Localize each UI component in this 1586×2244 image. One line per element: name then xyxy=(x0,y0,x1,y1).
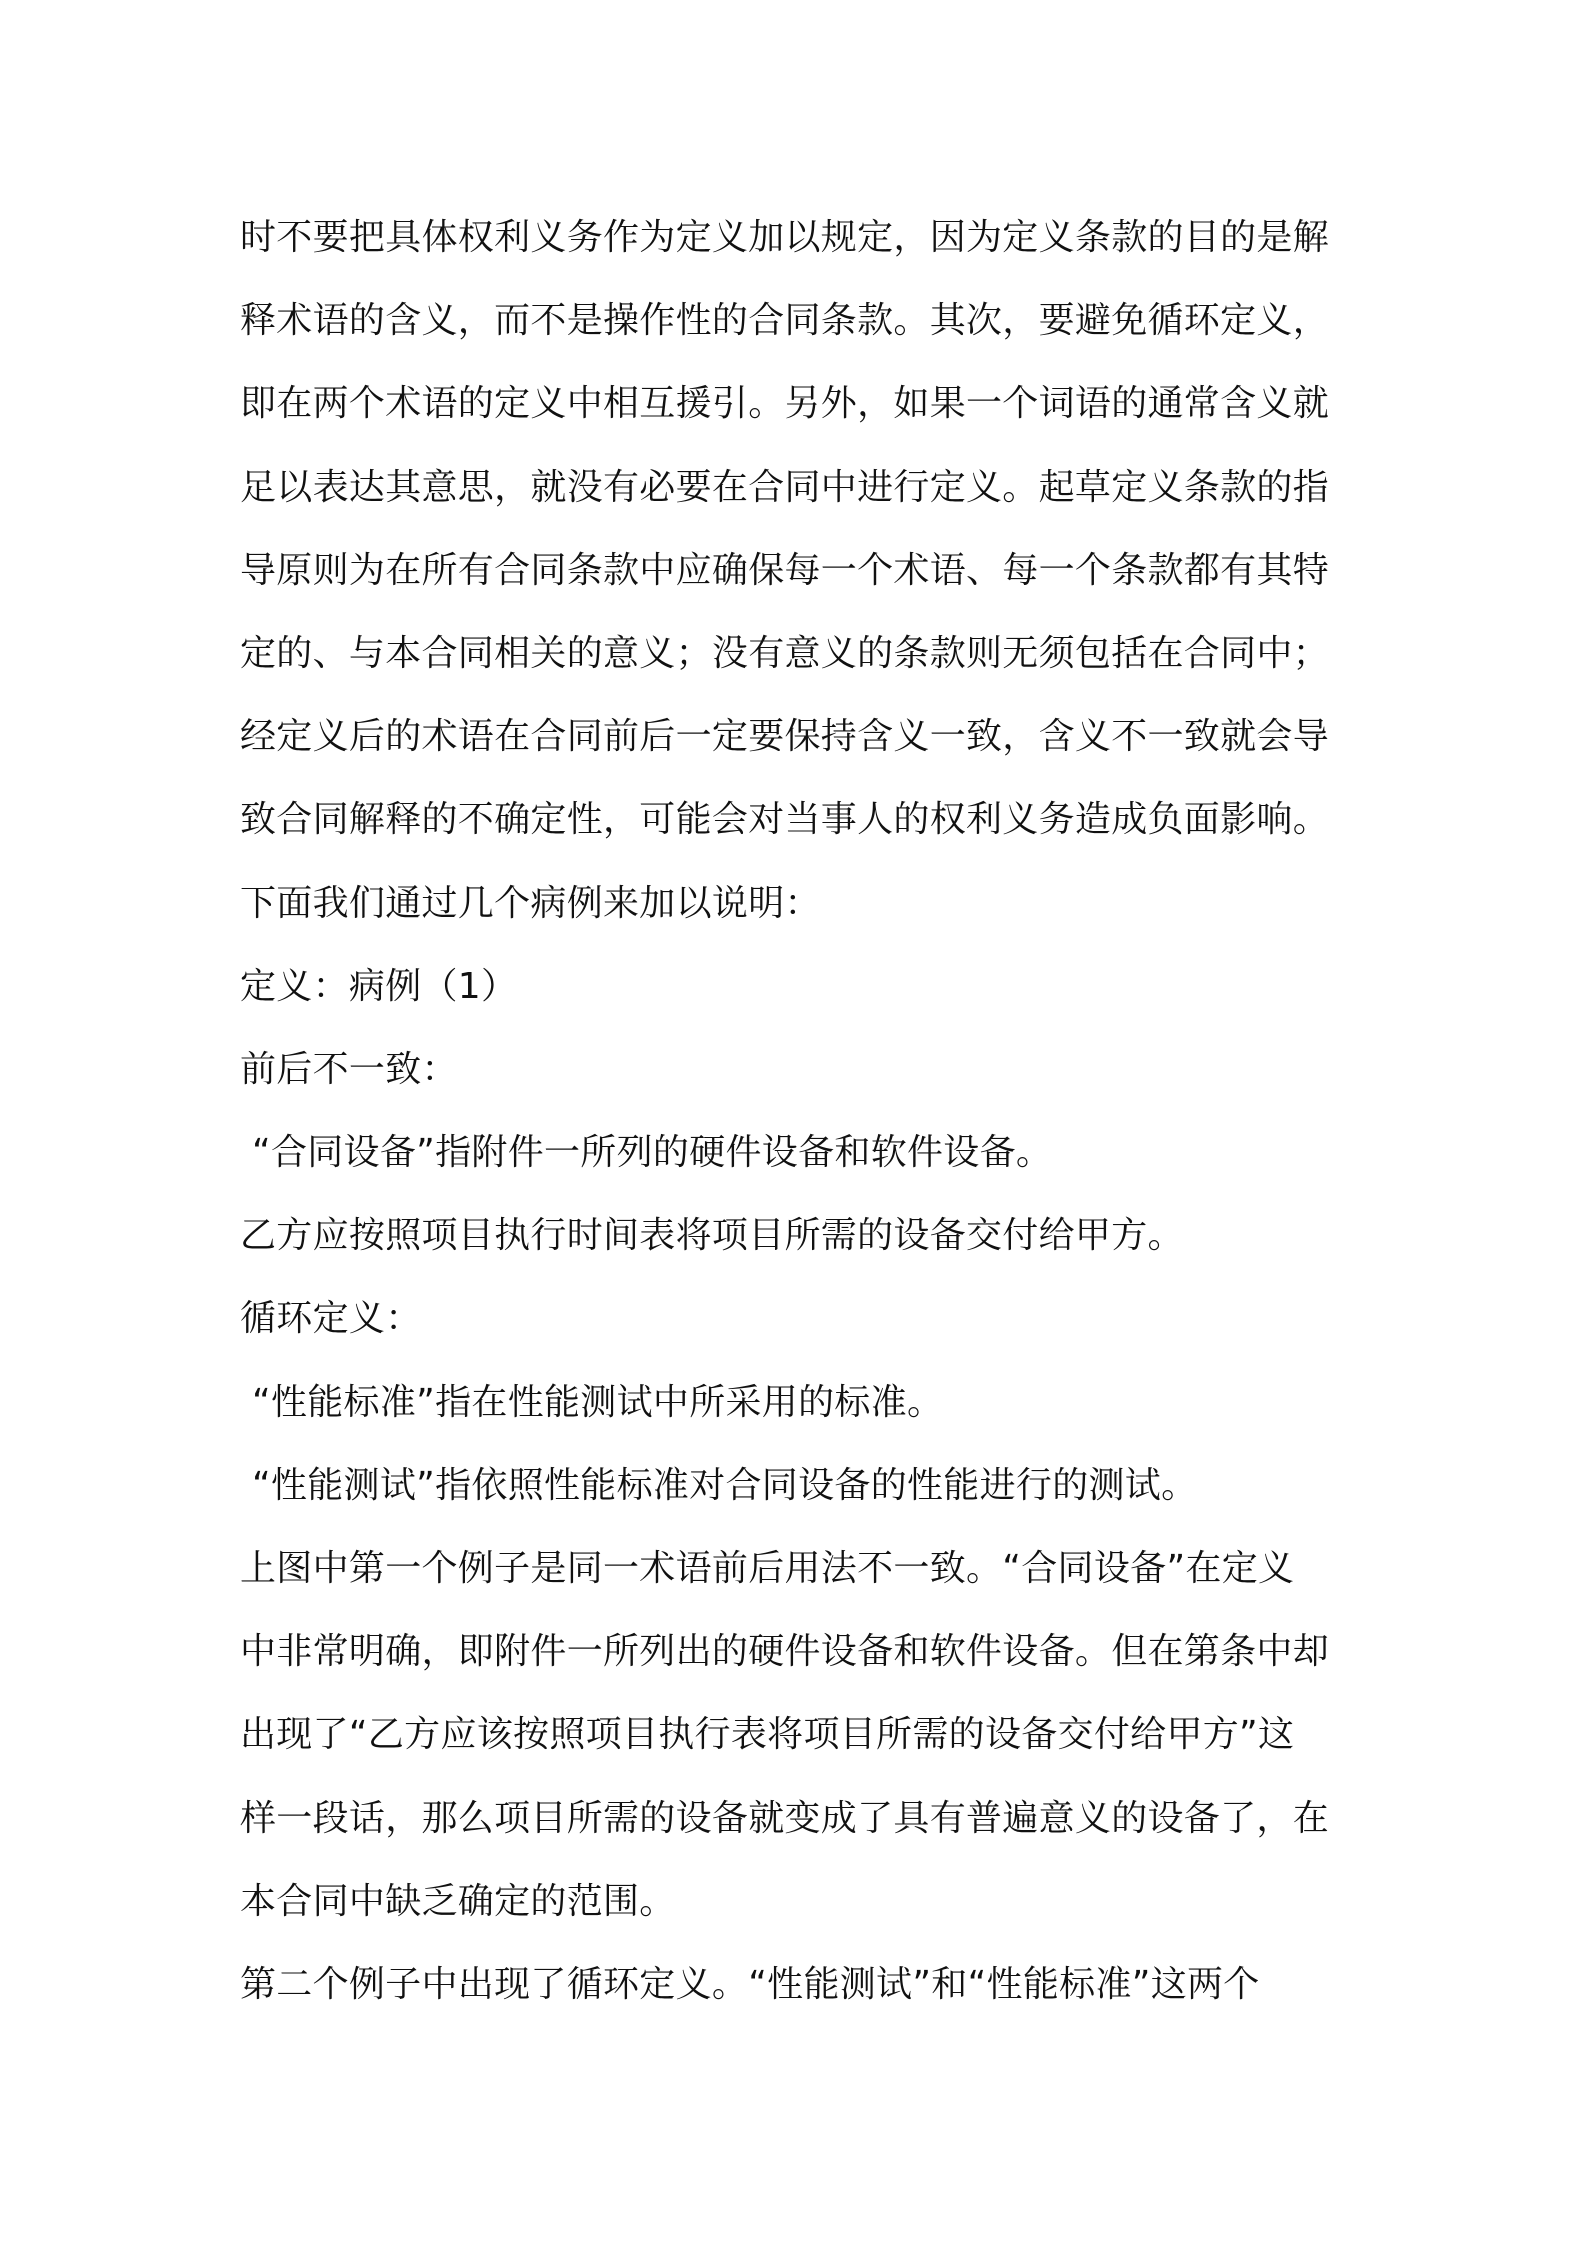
text-line: 时不要把具体权利义务作为定义加以规定，因为定义条款的目的是解 xyxy=(240,217,1330,258)
text-line: 第二个例子中出现了循环定义。“性能测试”和“性能标准”这两个 xyxy=(240,1963,1260,2005)
body-text xyxy=(240,196,1360,2026)
text-line: 致合同解释的不确定性，可能会对当事人的权利义务造成负面影响。 xyxy=(240,799,1330,841)
text-line: 样一段话，那么项目所需的设备就变成了具有普遍意义的设备了，在 xyxy=(240,1797,1330,1839)
section-heading: 定义：病例（1） xyxy=(240,965,518,1007)
text-line: 上图中第一个例子是同一术语前后用法不一致。“合同设备”在定义 xyxy=(240,1548,1295,1589)
text-line: 导原则为在所有合同条款中应确保每一个术语、每一个条款都有其特 xyxy=(240,549,1330,591)
text-line: 本合同中缺乏确定的范围。 xyxy=(240,1880,676,1922)
text-line: 下面我们通过几个病例来加以说明： xyxy=(240,882,821,924)
example-clause: 乙方应按照项目执行时间表将项目所需的设备交付给甲方。 xyxy=(240,1215,1184,1257)
text-line: 中非常明确，即附件一所列出的硬件设备和软件设备。但在第条中却 xyxy=(240,1631,1330,1673)
text-line: 定的、与本合同相关的意义；没有意义的条款则无须包括在合同中； xyxy=(240,632,1330,674)
example-definition: “性能测试”指依照性能标准对合同设备的性能进行的测试。 xyxy=(252,1464,1198,1506)
text-line: 经定义后的术语在合同前后一定要保持含义一致，含义不一致就会导 xyxy=(240,716,1330,758)
example-definition: “性能标准”指在性能测试中所采用的标准。 xyxy=(252,1381,944,1423)
text-line: 足以表达其意思，就没有必要在合同中进行定义。起草定义条款的指 xyxy=(240,466,1330,508)
subheading: 循环定义： xyxy=(240,1298,422,1340)
text-line: 出现了“乙方应该按照项目执行表将项目所需的设备交付给甲方”这 xyxy=(240,1714,1295,1756)
subheading: 前后不一致： xyxy=(240,1048,458,1090)
text-line: 即在两个术语的定义中相互援引。另外，如果一个词语的通常含义就 xyxy=(240,383,1330,425)
text-line: 释术语的含义，而不是操作性的合同条款。其次，要避免循环定义， xyxy=(240,300,1330,342)
example-definition: “合同设备”指附件一所列的硬件设备和软件设备。 xyxy=(252,1132,1053,1174)
